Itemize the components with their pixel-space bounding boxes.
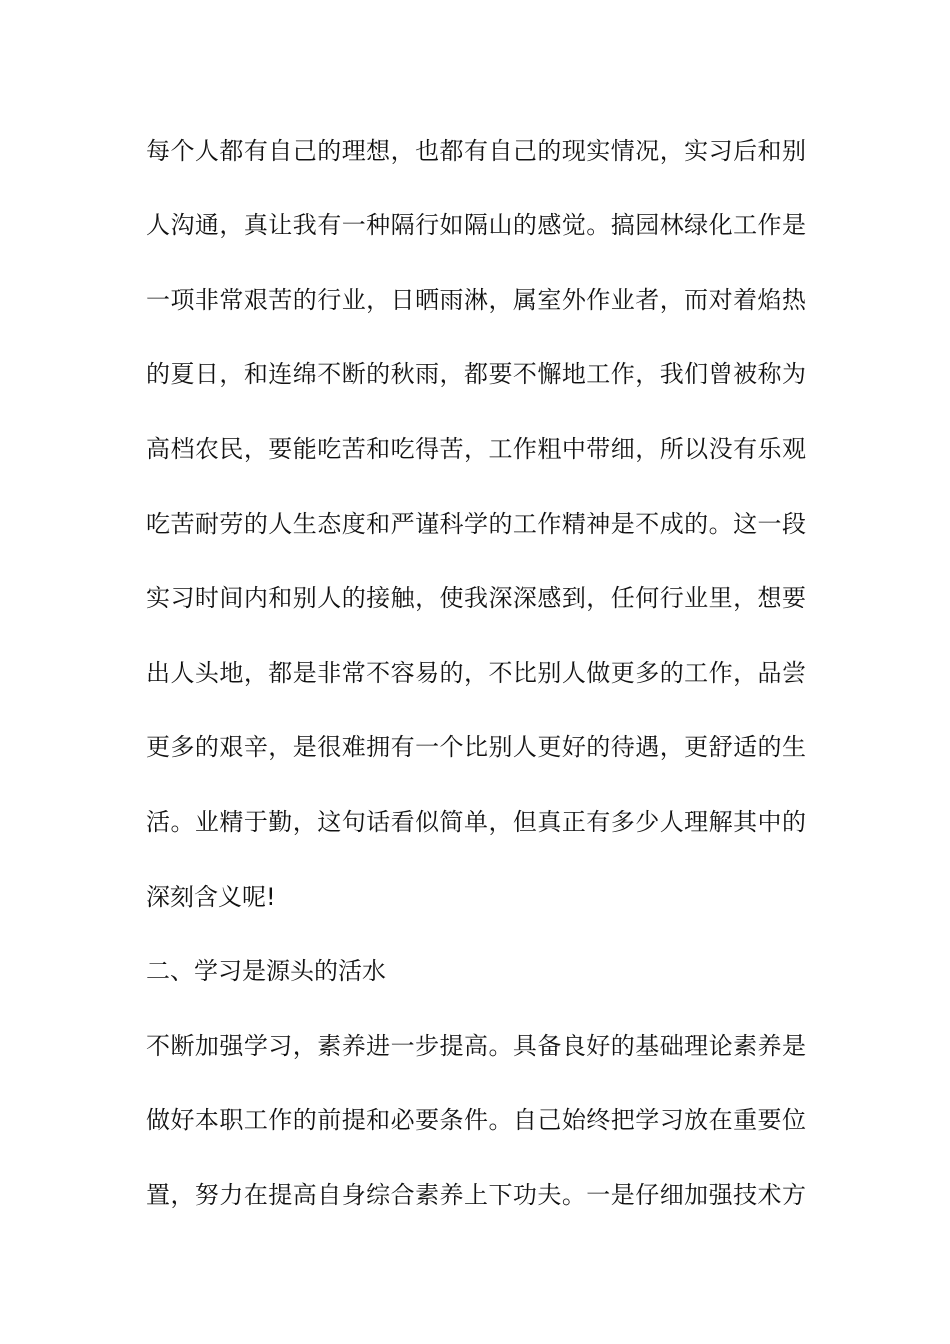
paragraph-line: 每个人都有自己的理想，也都有自己的现实情况，实习后和别 xyxy=(146,137,806,165)
paragraph-line: 活。业精于勤，这句话看似简单，但真正有多少人理解其中的 xyxy=(146,808,806,836)
section-heading: 二、学习是源头的活水 xyxy=(146,957,386,985)
paragraph-line: 更多的艰辛，是很难拥有一个比别人更好的待遇，更舒适的生 xyxy=(146,733,806,761)
paragraph-line: 深刻含义呢! xyxy=(146,883,276,911)
paragraph-line: 做好本职工作的前提和必要条件。自己始终把学习放在重要位 xyxy=(146,1106,806,1134)
paragraph-line: 实习时间内和别人的接触，使我深深感到，任何行业里，想要 xyxy=(146,584,806,612)
paragraph-line: 不断加强学习，素养进一步提高。具备良好的基础理论素养是 xyxy=(146,1032,806,1060)
paragraph-line: 置，努力在提高自身综合素养上下功夫。一是仔细加强技术方 xyxy=(146,1181,806,1209)
paragraph-line: 人沟通，真让我有一种隔行如隔山的感觉。搞园林绿化工作是 xyxy=(146,211,806,239)
paragraph-line: 一项非常艰苦的行业，日晒雨淋，属室外作业者，而对着焰热 xyxy=(146,286,806,314)
paragraph-line: 出人头地，都是非常不容易的，不比别人做更多的工作，品尝 xyxy=(146,659,806,687)
paragraph-line: 吃苦耐劳的人生态度和严谨科学的工作精神是不成的。这一段 xyxy=(146,510,806,538)
paragraph-line: 的夏日，和连绵不断的秋雨，都要不懈地工作，我们曾被称为 xyxy=(146,360,806,388)
paragraph-line: 高档农民，要能吃苦和吃得苦，工作粗中带细，所以没有乐观 xyxy=(146,435,806,463)
